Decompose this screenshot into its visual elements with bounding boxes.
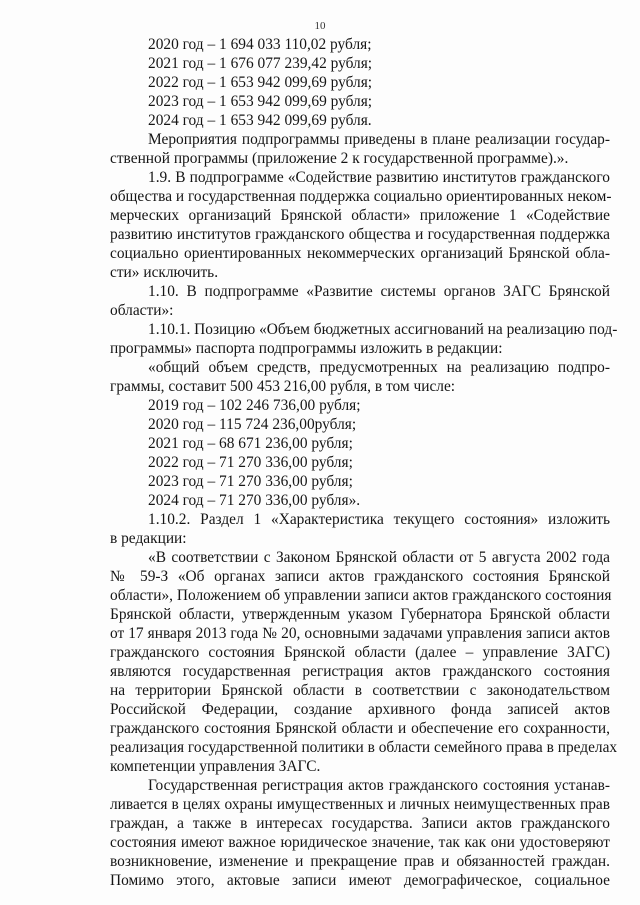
text-line: граммы, составит 500 453 216,00 рубля, в том числе: [110, 378, 456, 395]
text-line: ливается в целях охраны имущественных и личных неимущественных прав [110, 796, 610, 813]
text-line: состояния имеют важное юридическое значение, так как они удостоверяют [110, 834, 610, 851]
text-line: 2019 год – 102 246 736,00 рубля; [148, 397, 361, 414]
text-line: в редакции: [110, 530, 187, 547]
text-line: общества и государственная поддержка социально ориентированных неком- [110, 188, 612, 205]
text-line: 2023 год – 71 270 336,00 рубля; [148, 473, 353, 490]
text-line: от 17 января 2013 года № 20, основными задачами управления записи актов [110, 625, 610, 642]
text-line: Брянской области, утвержденным указом Губернатора Брянской области [110, 606, 610, 623]
text-line: граждан, а также в интересах государства. Записи актов гражданского [110, 815, 610, 832]
text-line: развитию институтов гражданского общества и государственная поддержка [110, 226, 610, 243]
text-line: компетенции управления ЗАГС. [110, 758, 321, 775]
text-line: Мероприятия подпрограммы приведены в плане реализации государ- [148, 131, 610, 148]
text-line: Государственная регистрация актов гражданского состояния устанав- [148, 777, 610, 794]
text-line: «общий объем средств, предусмотренных на реализацию подпро- [148, 359, 610, 376]
text-line: 1.10.2. Раздел 1 «Характеристика текущего состояния» изложить [148, 511, 610, 528]
text-line: 2024 год – 71 270 336,00 рубля». [148, 492, 361, 509]
text-line: социально ориентированных некоммерческих организаций Брянской обла- [110, 245, 610, 262]
text-line: 2023 год – 1 653 942 099,69 рубля; [148, 93, 373, 110]
page-number: 10 [314, 20, 326, 32]
text-line: № 59-З «Об органах записи актов гражданского состояния Брянской [110, 568, 610, 585]
text-line: программы» паспорта подпрограммы изложить в редакции: [110, 340, 503, 357]
text-line: 1.10. В подпрограмме «Развитие системы органов ЗАГС Брянской [148, 283, 610, 300]
text-line: реализация государственной политики в области семейного права в пределах [110, 739, 618, 756]
text-line: «В соответствии с Законом Брянской области от 5 августа 2002 года [148, 549, 610, 566]
text-line: являются государственная регистрация актов гражданского состояния [110, 663, 610, 680]
text-line: области»: [110, 302, 174, 319]
text-line: 2022 год – 71 270 336,00 рубля; [148, 454, 353, 471]
text-line: мерческих организаций Брянской области» приложение 1 «Содействие [110, 207, 610, 224]
text-line: 2021 год – 1 676 077 239,42 рубля; [148, 55, 373, 72]
text-line: Российской Федерации, создание архивного фонда записей актов [110, 701, 610, 718]
text-line: 2020 год – 1 694 033 110,02 рубля; [148, 36, 372, 53]
text-line: 2021 год – 68 671 236,00 рубля; [148, 435, 353, 452]
text-line: 1.9. В подпрограмме «Содействие развитию институтов гражданского [148, 169, 610, 186]
text-line: на территории Брянской области в соответствии с законодательством [110, 682, 610, 699]
text-line: Помимо этого, актовые записи имеют демографическое, социальное [110, 872, 610, 889]
text-line: 1.10.1. Позицию «Объем бюджетных ассигнований на реализацию под- [148, 321, 618, 338]
text-line: 2022 год – 1 653 942 099,69 рубля; [148, 74, 373, 91]
text-line: гражданского состояния Брянской области (далее – управление ЗАГС) [110, 644, 610, 661]
text-line: области», Положением об управлении записи актов гражданского состояния [110, 587, 612, 604]
text-line: 2020 год – 115 724 236,00рубля; [148, 416, 357, 433]
text-line: ственной программы (приложение 2 к государственной программе).». [110, 150, 569, 167]
text-line: гражданского состояния Брянской области и обеспечение его сохранности, [110, 720, 610, 737]
text-line: 2024 год – 1 653 942 099,69 рубля. [148, 112, 372, 129]
text-line: сти» исключить. [110, 264, 219, 281]
text-line: возникновение, изменение и прекращение прав и обязанностей граждан. [110, 853, 610, 870]
